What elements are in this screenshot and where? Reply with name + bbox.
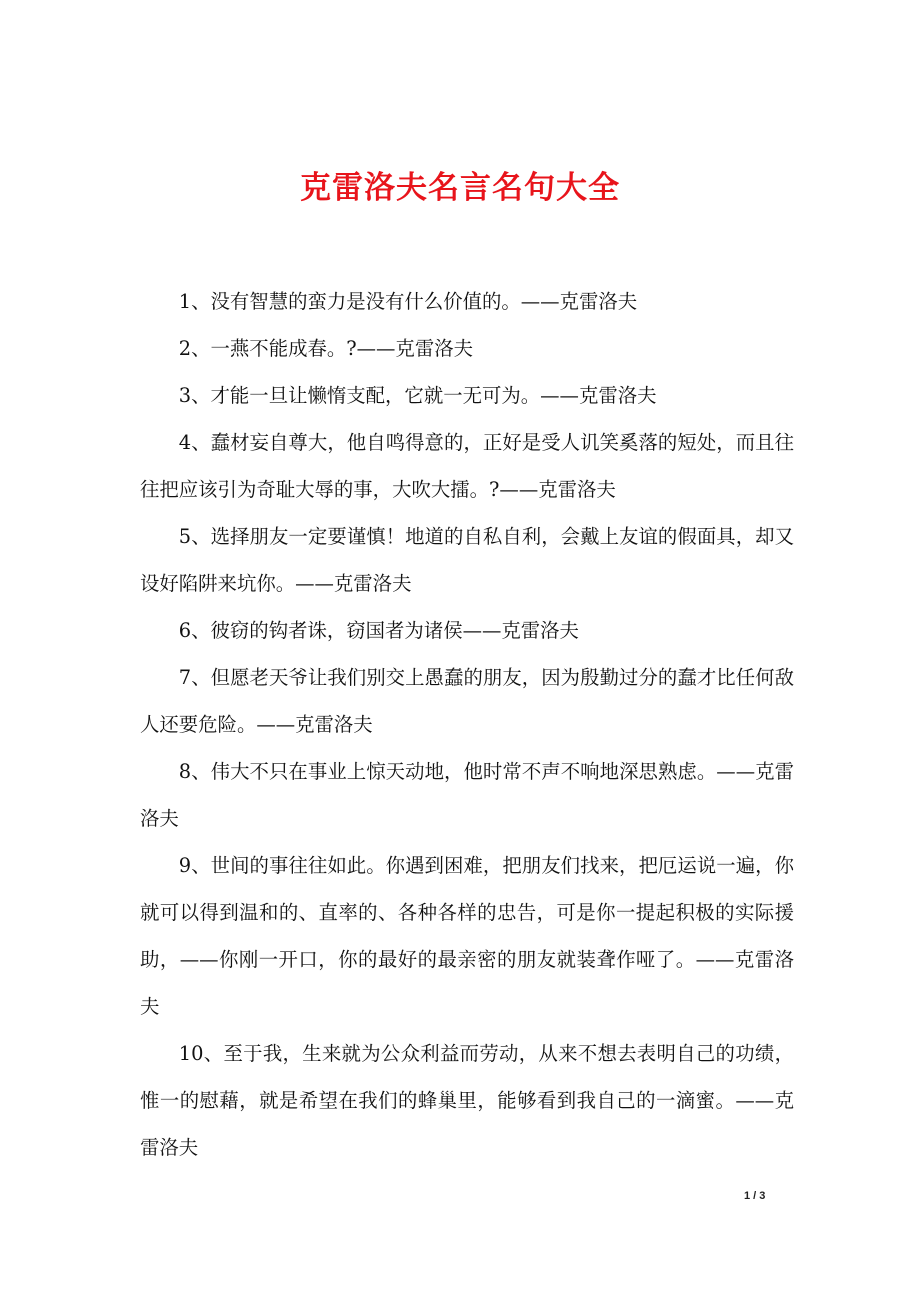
document-title: 克雷洛夫名言名句大全 — [300, 169, 620, 206]
quote-item: 5、选择朋友一定要谨慎！地道的自私自利，会戴上友谊的假面具，却又设好陷阱来坑你。——克雷洛夫 — [140, 525, 794, 595]
page-number: 1 / 3 — [744, 1190, 766, 1202]
quote-list — [140, 278, 794, 1171]
quote-item: 9、世间的事往往如此。你遇到困难，把朋友们找来，把厄运说一遍，你就可以得到温和的、直率的、各种各样的忠告，可是你一提起积极的实际援助，——你刚一开口，你的最好的最亲密的朋友就装聋作哑了。——克雷洛夫 — [140, 854, 794, 1018]
quote-item: 2、一燕不能成春。?——克雷洛夫 — [178, 337, 473, 360]
quote-item: 7、但愿老天爷让我们别交上愚蠢的朋友，因为殷勤过分的蠢才比任何敌人还要危险。——克雷洛夫 — [140, 666, 794, 736]
quote-item: 1、没有智慧的蛮力是没有什么价值的。——克雷洛夫 — [178, 290, 638, 313]
quote-item: 4、蠢材妄自尊大，他自鸣得意的，正好是受人讥笑奚落的短处，而且往往把应该引为奇耻大辱的事，大吹大擂。?——克雷洛夫 — [140, 431, 794, 501]
quote-item: 3、才能一旦让懒惰支配，它就一无可为。——克雷洛夫 — [178, 384, 657, 407]
quote-item: 8、伟大不只在事业上惊天动地，他时常不声不响地深思熟虑。——克雷洛夫 — [140, 760, 794, 830]
quote-item: 10、至于我，生来就为公众利益而劳动，从来不想去表明自己的功绩，惟一的慰藉，就是希望在我们的蜂巢里，能够看到我自己的一滴蜜。——克雷洛夫 — [140, 1042, 794, 1159]
quote-item: 6、彼窃的钩者诛，窃国者为诸侯——克雷洛夫 — [178, 619, 579, 642]
